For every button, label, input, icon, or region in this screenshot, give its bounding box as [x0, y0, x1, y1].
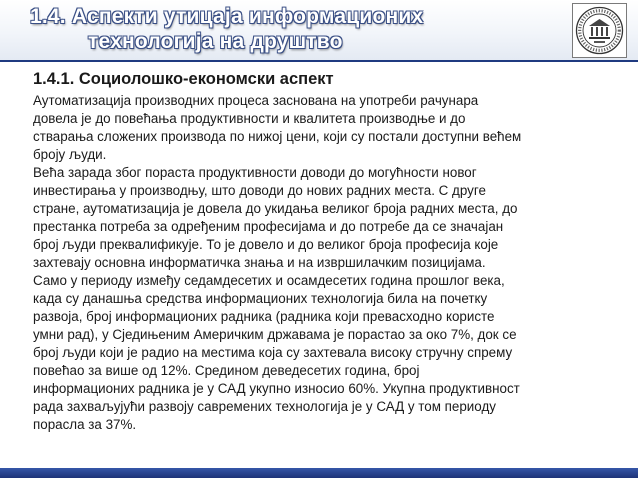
- slide-header: [0, 0, 638, 60]
- header-divider: [0, 60, 638, 62]
- paragraph-line: умни рад), у Сједињеним Америчким државама је порастао за око 7%, док се: [33, 327, 517, 342]
- paragraph-line: повећао за више од 12%. Средином деведесетих година, број: [33, 363, 420, 378]
- paragraph-line: рада захваљујући развоју савремених технологија је у САД у том периоду: [33, 399, 496, 414]
- slide-content: [33, 68, 618, 434]
- university-seal-icon: [572, 3, 627, 58]
- paragraph-line: довела је до повећања продуктивности и квалитета производње и до: [33, 111, 466, 126]
- paragraph-line: броју људи.: [33, 147, 107, 162]
- section-heading: 1.4.1. Социолошко-економски аспект: [33, 70, 334, 88]
- paragraph-line: стране, аутоматизација је довела до укидања великог броја радних места, до: [33, 201, 518, 216]
- paragraph-line: информационих радника је у САД укупно износио 60%. Укупна продуктивност: [33, 381, 520, 396]
- paragraph-line: развоја, број информационих радника (радника који превасходно користе: [33, 309, 495, 324]
- paragraph-line: инвестирања у производњу, што доводи до нових радних места. С друге: [33, 183, 486, 198]
- paragraph-line: Само у периоду између седамдесетих и осамдесетих година прошлог века,: [33, 273, 505, 288]
- slide-title-line-1: 1.4. Аспекти утицаја информационих: [30, 5, 424, 28]
- paragraph-line: број људи који је радио на местима која су захтевала високу стручну спрему: [33, 345, 513, 360]
- paragraph-line: порасла за 37%.: [33, 417, 137, 432]
- slide-title-line-2: технологија на друштво: [88, 30, 343, 53]
- paragraph-2: [33, 164, 618, 434]
- paragraph-line: престанка потреба за одређеним професијама и до потребе да се значајан: [33, 219, 504, 234]
- paragraph-line: када су данашња средства информационих технологија била на почетку: [33, 291, 488, 306]
- paragraph-line: стварања сложених производа по нижој цени, који су постали доступни већем: [33, 129, 522, 144]
- paragraph-line: Већа зарада због пораста продуктивности доводи до могућности новог: [33, 165, 477, 180]
- slide-title: [30, 4, 550, 54]
- paragraph-line: број људи преквалификује. То је довело и до великог броја професија које: [33, 237, 499, 252]
- footer-bar: [0, 468, 638, 478]
- paragraph-line: захтевају основна информатичка знања и на извршилачким позицијама.: [33, 255, 486, 270]
- paragraph-1: [33, 92, 618, 164]
- paragraph-line: Аутоматизација производних процеса заснована на употреби рачунара: [33, 93, 479, 108]
